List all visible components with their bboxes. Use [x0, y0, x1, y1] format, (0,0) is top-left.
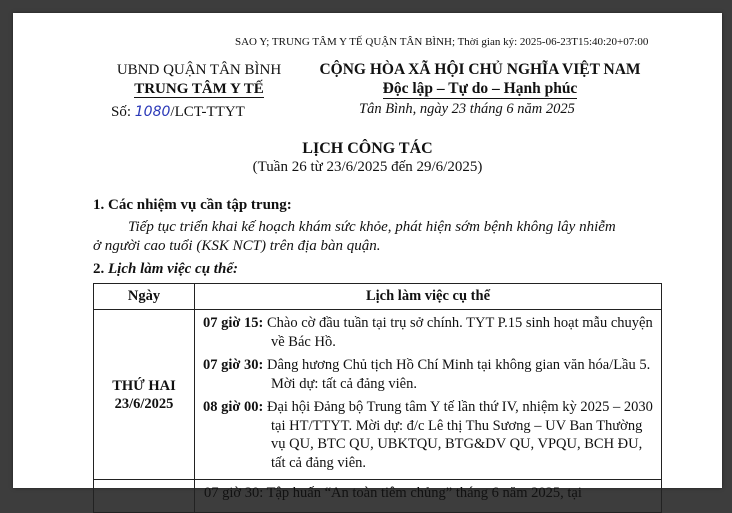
table-row [94, 480, 662, 513]
digital-signature-line: SAO Y; TRUNG TÂM Y TẾ QUẬN TÂN BÌNH; Thời gian ký: 2025-06-23T15:40:20+07:00 [235, 36, 649, 48]
document-title: LỊCH CÔNG TÁC [302, 140, 433, 157]
schedule-item [203, 398, 653, 472]
schedule-cell [195, 310, 662, 480]
document-number [111, 104, 245, 121]
issuer-center-text: TRUNG TÂM Y TẾ [134, 81, 264, 97]
section-1-heading: 1. Các nhiệm vụ cần tập trung: [93, 197, 292, 213]
schedule-table [93, 283, 662, 513]
document-subtitle: (Tuần 26 từ 23/6/2025 đến 29/6/2025) [252, 159, 483, 175]
day-date: 23/6/2025 [114, 395, 174, 412]
item-time: 07 giờ 15: [203, 315, 264, 331]
item-time: 07 giờ 30: [203, 357, 264, 373]
day-name: THỨ HAI [112, 377, 176, 394]
section-2-number: 2. [93, 261, 105, 277]
header-schedule: Lịch làm việc cụ thể [195, 284, 662, 310]
issuer-center [99, 80, 299, 99]
partial-item-text: 07 giờ 30: Tập huấn “An toàn tiêm chủng” tháng 6 năm 2025, tại [204, 485, 582, 501]
day-cell-partial [94, 480, 195, 513]
section-2-heading [93, 261, 238, 278]
item-text: Chào cờ đầu tuần tại trụ sở chính. TYT P.15 sinh hoạt mẫu chuyện về Bác Hồ. [267, 315, 653, 350]
issuer-district: UBND QUẬN TÂN BÌNH [116, 62, 282, 78]
issuer-block [99, 61, 299, 99]
section-2-title: Lịch làm việc cụ thể: [108, 261, 238, 277]
schedule-cell-partial [195, 480, 662, 513]
section-1-para-line-1: Tiếp tục triển khai kế hoạch khám sức khỏe, phát hiện sớm bệnh không lây nhiễm [128, 219, 616, 235]
national-name: CỘNG HÒA XÃ HỘI CHỦ NGHĨA VIỆT NAM [319, 61, 641, 78]
section-1-para-line-2: ở người cao tuổi (KSK NCT) trên địa bàn quận. [93, 238, 381, 254]
document-page [13, 13, 722, 501]
item-text: Đại hội Đảng bộ Trung tâm Y tế lần thứ IV, nhiệm kỳ 2025 – 2030 tại HT/TTYT. Mời dự: đ/c Lê thị Thu Sương – UV Ban Thường vụ QU, BTC QU, UBKTQU, BTG&DV QU, VPQU, BCH ĐU, tất cả đảng viên. [267, 399, 653, 471]
doc-number-suffix: /LCT-TTYT [170, 104, 245, 120]
day-cell [94, 310, 195, 480]
national-motto-text: Độc lập – Tự do – Hạnh phúc [382, 80, 578, 97]
doc-number-handwritten: 1080 [134, 104, 171, 120]
table-header-row [94, 284, 662, 310]
header-day: Ngày [94, 284, 195, 310]
national-header [305, 60, 655, 98]
date-line: Tân Bình, ngày 23 tháng 6 năm 2025 [359, 101, 575, 117]
item-text: Dâng hương Chủ tịch Hồ Chí Minh tại không gian văn hóa/Lầu 5. Mời dự: tất cả đảng viên. [267, 357, 651, 392]
schedule-item [203, 314, 653, 351]
table-row [94, 310, 662, 480]
national-motto [305, 79, 655, 98]
schedule-item [203, 356, 653, 393]
item-time: 08 giờ 00: [203, 399, 264, 415]
doc-number-prefix: Số: [111, 104, 132, 120]
